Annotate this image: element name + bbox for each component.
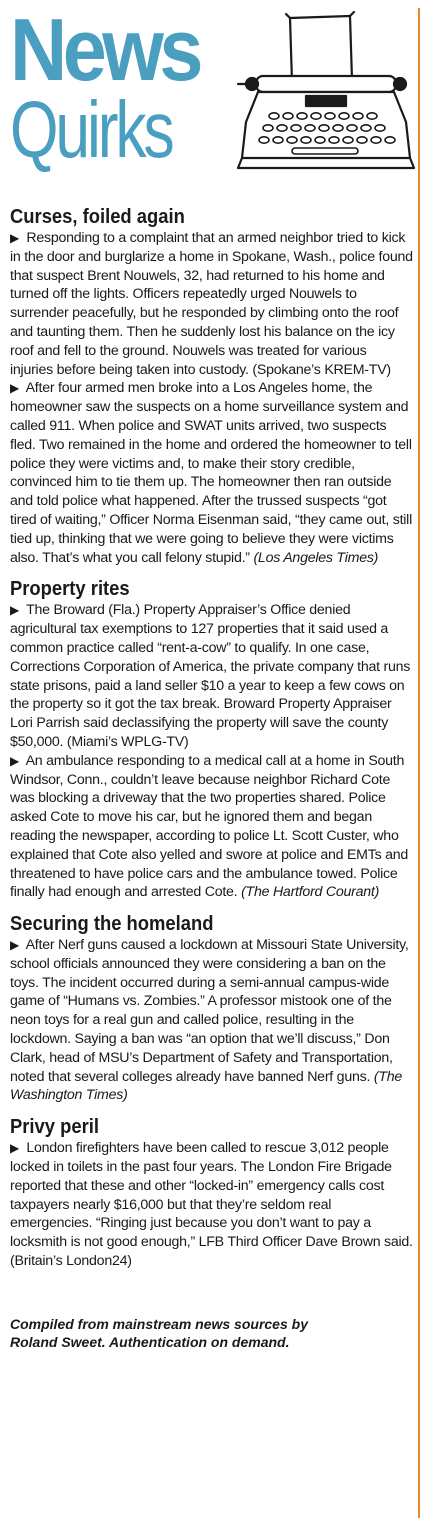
news-item [10,752,413,902]
news-item-text: The Broward (Fla.) Property Appraiser’s Office denied agricultural tax exemptions to 127 properties that it said used a common practice called “rent-a-cow” to qualify. In one case, Corrections Corporation of America, the private company that runs state prisons, paid a land seller $10 a year to keep a few cows on the property so it got the tax break. Broward Property Appraiser Lori Parrish said declassifying the property will save the county $50,000. [10,602,411,750]
bullet-icon: ▶ [10,753,19,768]
news-item [10,936,413,1105]
news-item-text: An ambulance responding to a medical call at a home in South Windsor, Conn., couldn’t leave because neighbor Richard Cote was blocking a driveway that the two properties shared. Police asked Cote to move his car, but he ignored them and began reading the newspaper, according to police Lt. Scott Custer, who explained that Cote also yelled and swore at police and EMTs and threatened to have police cars and the ambulance towed. Police finally had enough and arrested Cote. [10,752,409,901]
news-item [10,379,413,567]
column-rule [418,8,420,1518]
news-item-source: (Spokane’s KREM-TV) [252,361,391,378]
credit-line-1: Compiled from mainstream news sources by [10,1315,308,1332]
bullet-icon: ▶ [10,938,19,953]
section-privy [10,1115,413,1271]
section-homeland [10,912,413,1105]
section-property [10,577,413,902]
bullet-icon: ▶ [10,603,19,618]
news-item-text: After four armed men broke into a Los Angeles home, the homeowner saw the suspects on a home surveillance system and called 911. When police and SWAT units arrived, two suspects fled. Two remained in the home and ordered the homeowner to tell police they were victims and, to make their story credible, convinced him to tie them up. The homeowner then ran outside and told police what happened. After the trussed suspects “got tired of waiting,” Officer Norma Eisenman said, “they came out, still tied up, thinking that we were going to believe they were victims also. That’s what you call felony stupid.” [10,380,412,566]
section-heading: Curses, foiled again [10,206,185,228]
section-heading: Privy peril [10,1116,99,1139]
news-item-source: (Britain’s London24) [10,1253,132,1270]
news-item-source: (Los Angeles Times) [253,549,379,566]
article-column [10,205,413,1352]
section-heading: Securing the homeland [10,913,214,936]
news-item-text: Responding to a complaint that an armed neighbor tried to kick in the door and burglarize a home in Spokane, Wash., police found that suspect Brent Nouwels, 32, had returned to his home and turned off the lights. Officers repeatedly urged Nouwels to surrender peacefully, but he responded by climbing onto the roof and taunting them. Then he suddenly lost his balance on the icy roof and fell to the ground. Nouwels was treated for various injuries before being taken into custody. [10,230,413,378]
bullet-icon: ▶ [10,231,19,245]
section-curses [10,205,413,567]
news-item-source: (Miami’s WPLG-TV) [66,733,189,750]
bullet-icon: ▶ [10,1141,19,1156]
masthead-title-news: News [10,0,199,99]
credit-line-2: Roland Sweet. Authentication on demand. [10,1334,290,1351]
news-item-source: (The Hartford Courant) [241,884,380,901]
news-item [10,1139,413,1271]
news-item [10,601,413,751]
bullet-icon: ▶ [10,381,19,396]
typewriter-icon [228,10,424,180]
masthead [10,0,410,196]
news-item [10,229,413,379]
news-item-source: (The Washington Times) [10,1068,403,1104]
news-item-text: After Nerf guns caused a lockdown at Missouri State University, school officials announced they were considering a ban on the toys. The incident occurred during a semi-annual campus-wide game of “Humans vs. Zombies.” A professor mistook one of the neon toys for a real gun and called police, resulting in the lockdown. Saying a ban was “an option that we’ll discuss,” Don Clark, head of MSU’s Department of Safety and Transportation, noted that several colleges already have banned Nerf guns. [10,937,409,1085]
credit-line [10,1315,413,1352]
news-item-text: London firefighters have been called to rescue 3,012 people locked in toilets in the past four years. The London Fire Brigade reported that these and other “locked-in” emergency calls cost taxpayers nearly $16,000 but that they’re seldom real emergencies. “Ringing just because you don’t want to pay a locksmith is not good enough,” LFB Third Officer Dave Brown said. [10,1140,413,1251]
masthead-title-quirks: Quirks [10,85,172,174]
section-heading: Property rites [10,578,130,601]
